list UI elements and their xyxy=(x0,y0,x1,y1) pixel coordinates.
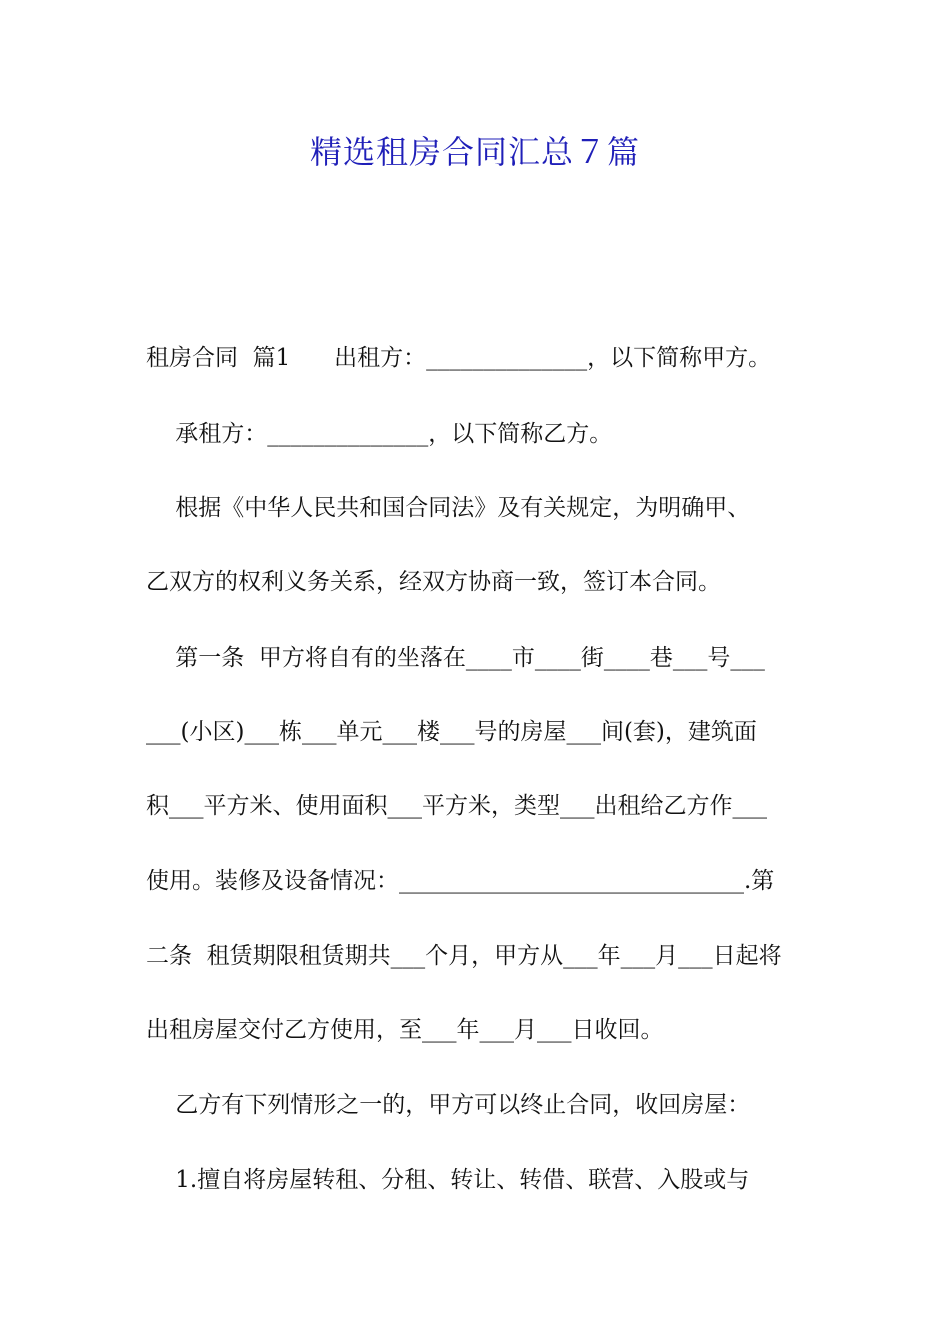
paragraph-line-9: 二条 租赁期限租赁期共___个月，甲方从___年___月___日起将 xyxy=(146,943,782,969)
paragraph-line-7: 积___平方米、使用面积___平方米，类型___出租给乙方作___ xyxy=(146,793,767,819)
paragraph-line-10: 出租房屋交付乙方使用，至___年___月___日收回。 xyxy=(146,1017,664,1043)
paragraph-line-6: ___(小区)___栋___单元___楼___号的房屋___间(套)，建筑面 xyxy=(146,719,757,745)
paragraph-line-11: 乙方有下列情形之一的，甲方可以终止合同，收回房屋： xyxy=(146,1092,751,1118)
paragraph-line-12: 1.擅自将房屋转租、分租、转让、转借、联营、入股或与 xyxy=(146,1167,750,1193)
document-title: 精选租房合同汇总７篇 xyxy=(309,133,640,171)
paragraph-line-5: 第一条 甲方将自有的坐落在____市____街____巷___号___ xyxy=(146,645,765,671)
paragraph-line-3: 根据《中华人民共和国合同法》及有关规定，为明确甲、 xyxy=(146,495,751,521)
paragraph-line-4: 乙双方的权利义务关系，经双方协商一致，签订本合同。 xyxy=(146,569,721,595)
paragraph-line-2: 承租方：______________，以下简称乙方。 xyxy=(146,421,613,447)
paragraph-line-8: 使用。装修及设备情况：______________________________.第 xyxy=(146,868,775,894)
paragraph-line-1: 租房合同 篇1 出租方：______________，以下简称甲方。 xyxy=(146,345,772,371)
